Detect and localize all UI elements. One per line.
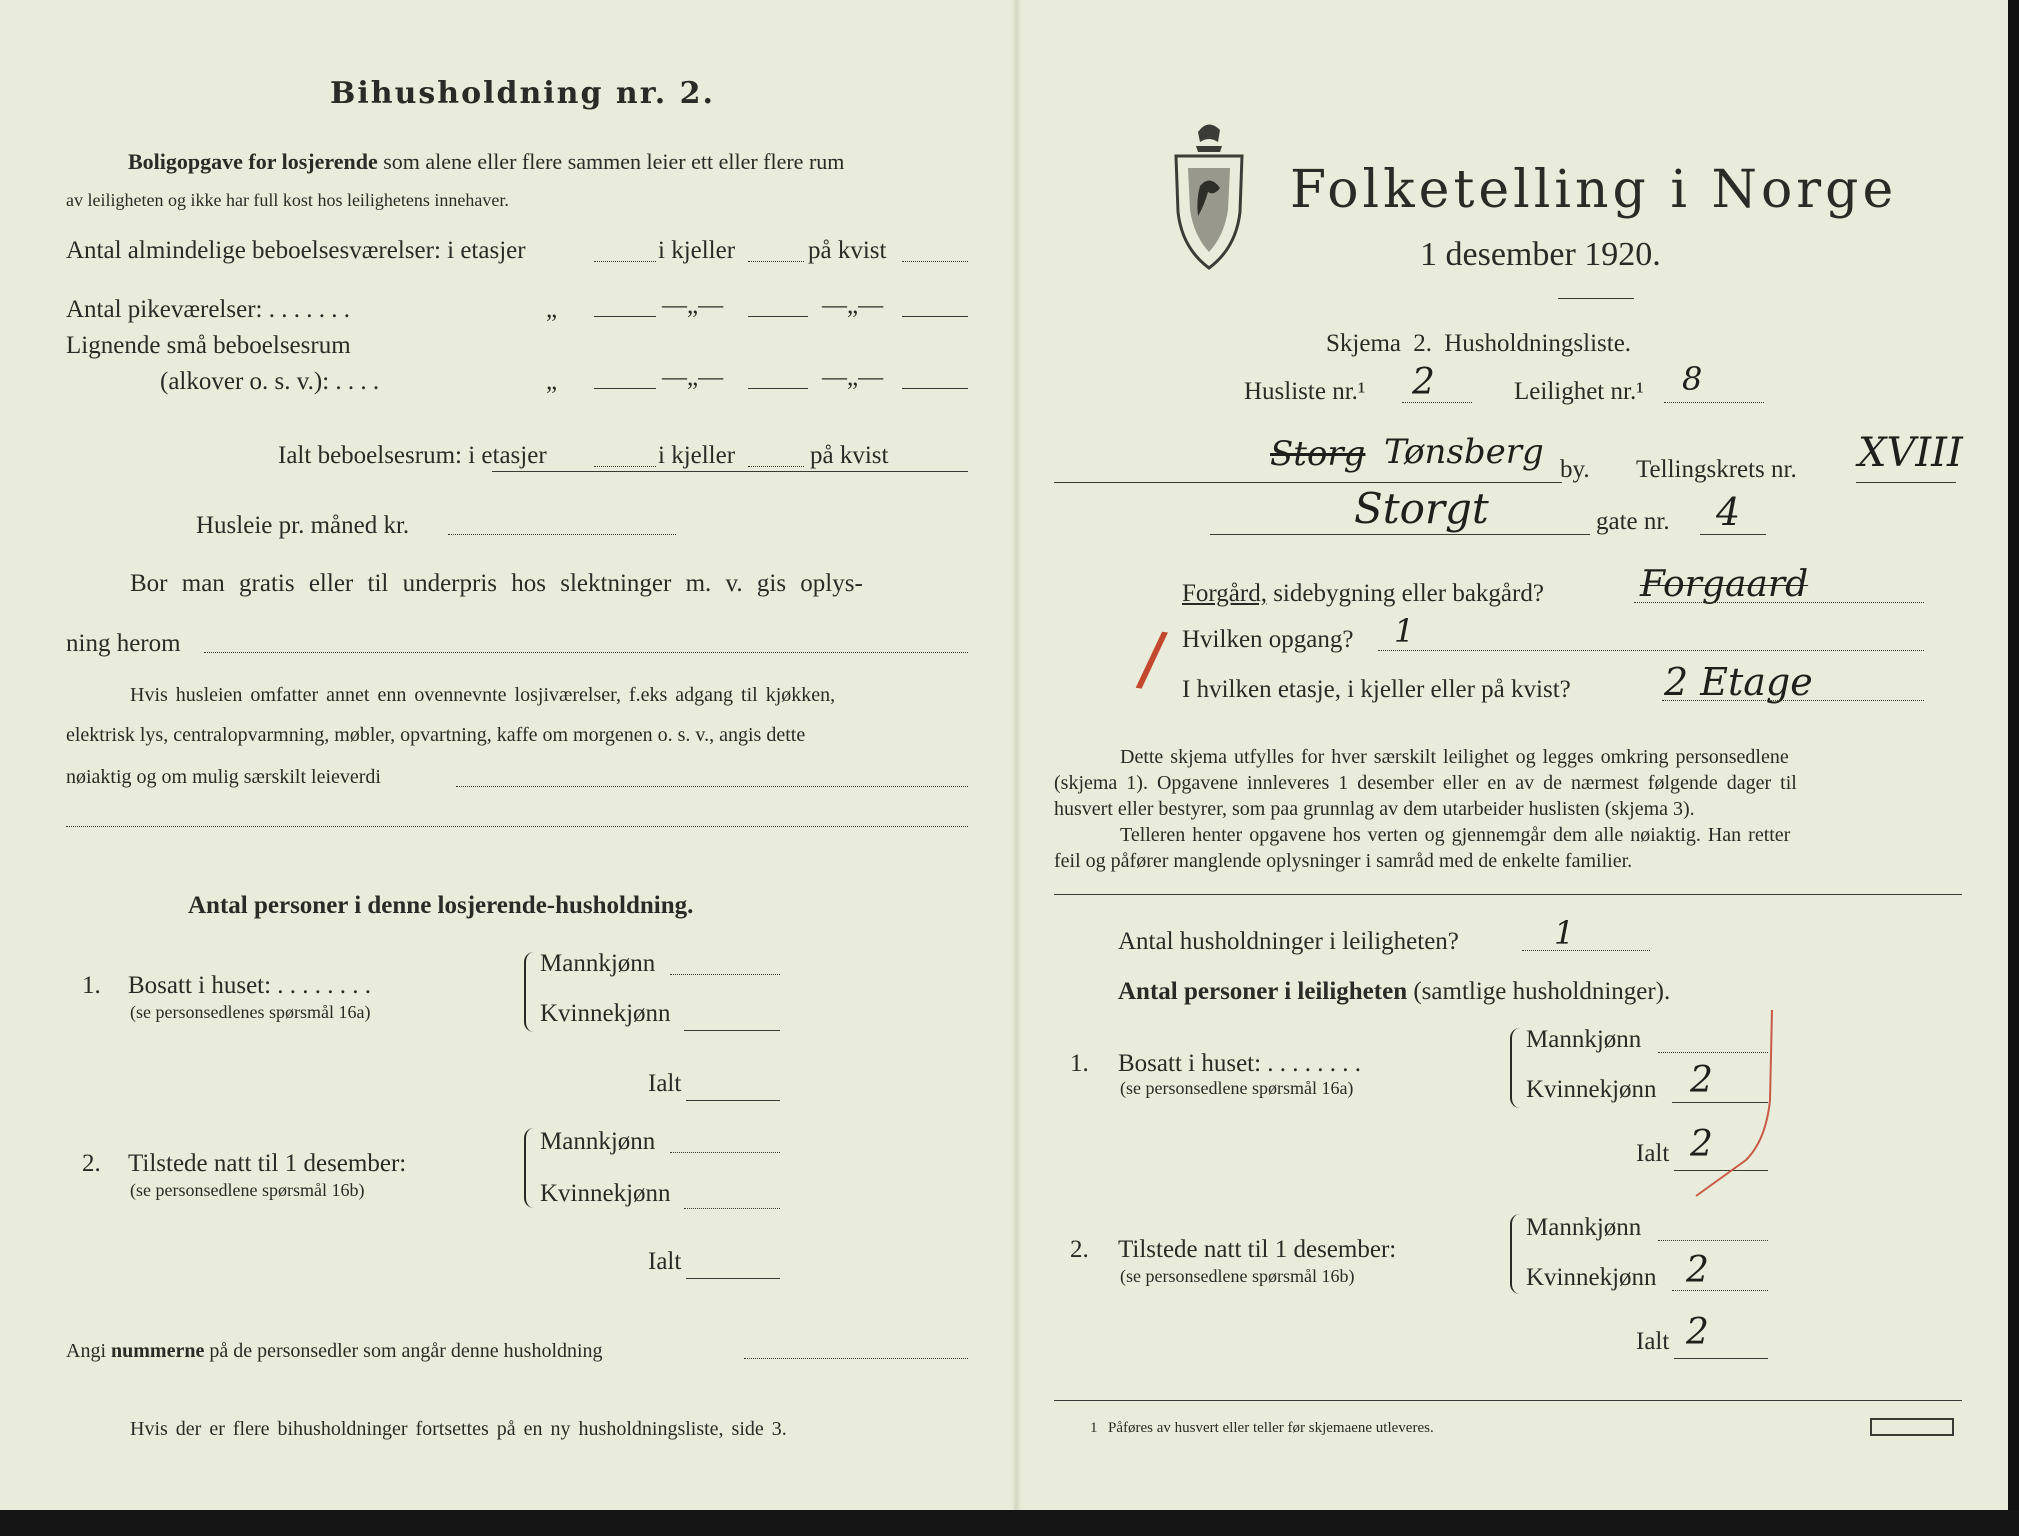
by-struck-value: Storg <box>1270 434 1366 474</box>
scan-edge-right <box>2008 0 2019 1536</box>
ialt-kjeller-label: i kjeller <box>658 442 736 469</box>
ning-herom-label: ning herom <box>66 630 181 657</box>
skjema-label: Skjema 2. Husholdningsliste. <box>1326 330 1632 357</box>
etasje-label: I hvilken etasje, i kjeller eller på kvist? <box>1182 676 1571 703</box>
ialt-rooms-underline <box>492 471 968 472</box>
rooms-kvist-label: på kvist <box>808 237 887 264</box>
opgang-value[interactable]: 1 <box>1394 612 1415 650</box>
left-bosatt-kvinne-label: Kvinnekjønn <box>540 1000 671 1027</box>
lign-dash-ditto-2: —„— <box>822 364 884 391</box>
forgaard-value[interactable]: Forgaard <box>1640 564 1809 605</box>
lignende-label-2: (alkover o. s. v.): . . . . <box>160 368 380 395</box>
rooms-kvist-field[interactable] <box>902 261 968 262</box>
right-bosatt-kvinne-label: Kvinnekjønn <box>1526 1076 1657 1103</box>
red-check-mark <box>1656 1000 1786 1200</box>
ialt-etasjer-field[interactable] <box>594 466 656 467</box>
instructions-line-3: husvert eller bestyrer, som paa grunnlag av dem utarbeider huslisten (skjema 3). <box>1054 798 1695 820</box>
left-tilstede-mann-field[interactable] <box>670 1152 780 1153</box>
antal-hush-value[interactable]: 1 <box>1554 914 1575 952</box>
forgaard-label <box>1182 580 1544 608</box>
leilighet-label: Leilighet nr.¹ <box>1514 378 1644 405</box>
forgaard-label-underlined: Forgård, <box>1182 580 1267 607</box>
lign-kjeller-field[interactable] <box>748 388 808 389</box>
scan-edge-bottom <box>0 1510 2019 1536</box>
right-bosatt-mann-label: Mannkjønn <box>1526 1026 1642 1053</box>
left-bosatt-ialt-field[interactable] <box>686 1100 780 1101</box>
antal-pers-heading <box>1118 978 1670 1006</box>
pike-kjeller-field[interactable] <box>748 316 808 317</box>
intro-rest: som alene eller flere sammen leier ett eller flere rum <box>383 149 845 174</box>
title-rule <box>1558 298 1634 299</box>
printer-stamp <box>1870 1418 1954 1436</box>
left-bosatt-label: Bosatt i huset: . . . . . . . . <box>128 972 372 999</box>
left-bosatt-kvinne-field[interactable] <box>684 1030 780 1031</box>
antal-hush-field <box>1522 950 1650 951</box>
gate-nr-value[interactable]: 4 <box>1716 490 1741 534</box>
angi-line <box>66 1340 603 1363</box>
left-tilstede-mann-label: Mannkjønn <box>540 1128 656 1155</box>
husleie-label: Husleie pr. måned kr. <box>196 512 410 539</box>
left-tilstede-label: Tilstede natt til 1 desember: <box>128 1150 407 1177</box>
by-suffix: by. <box>1560 456 1590 483</box>
right-tilstede-ialt-value[interactable]: 2 <box>1686 1312 1709 1353</box>
left-tilstede-brace <box>524 1128 536 1208</box>
lign-dash-ditto-1: —„— <box>662 364 724 391</box>
lign-ditto: „ <box>546 368 558 395</box>
angi-pre: Angi <box>66 1340 106 1362</box>
lignende-label-1: Lignende små beboelsesrum <box>66 332 351 359</box>
gate-field <box>1210 534 1590 535</box>
instructions-line-5: feil og påfører manglende oplysninger i samråd med de enkelte familier. <box>1054 850 1633 872</box>
right-tilstede-kvinne-value[interactable]: 2 <box>1686 1250 1709 1291</box>
husleie-field[interactable] <box>448 534 676 535</box>
right-bosatt-label: Bosatt i huset: . . . . . . . . <box>1118 1050 1362 1077</box>
margin-check-mark: / <box>1134 614 1170 702</box>
rooms-etasjer-field[interactable] <box>594 261 656 262</box>
tellingskrets-value[interactable]: XVIII <box>1858 430 1963 476</box>
footnote-text: Påføres av husvert eller teller før skjemaene utleveres. <box>1108 1420 1434 1436</box>
ialt-rooms-label: Ialt beboelsesrum: i etasjer <box>278 442 547 469</box>
left-bosatt-ref: (se personsedlenes spørsmål 16a) <box>130 1002 371 1022</box>
husliste-label: Husliste nr.¹ <box>1244 378 1366 405</box>
right-tilstede-mann-label: Mannkjønn <box>1526 1214 1642 1241</box>
right-tilstede-ref: (se personsedlene spørsmål 16b) <box>1120 1266 1355 1286</box>
opgang-label: Hvilken opgang? <box>1182 626 1354 653</box>
form-main-title: Folketelling i Norge <box>1290 160 1898 220</box>
antal-hush-label: Antal husholdninger i leiligheten? <box>1118 928 1459 955</box>
right-bosatt-brace <box>1510 1028 1522 1108</box>
rooms-kjeller-field[interactable] <box>748 261 804 262</box>
antal-personer-heading: Antal personer i denne losjerende-husholdning. <box>188 892 694 919</box>
ning-herom-field[interactable] <box>204 652 968 653</box>
left-bosatt-brace <box>524 952 536 1032</box>
bor-man-text: Bor man gratis eller til underpris hos slektninger m. v. gis oplys- <box>130 570 863 597</box>
leieverdi-field[interactable] <box>456 786 968 787</box>
left-tilstede-ref: (se personsedlene spørsmål 16b) <box>130 1180 365 1200</box>
right-bosatt-ialt-value[interactable]: 2 <box>1690 1124 1713 1165</box>
husliste-value[interactable]: 2 <box>1412 362 1435 403</box>
angi-post: på de personsedler som angår denne husholdning <box>209 1340 603 1362</box>
right-tilstede-mann-field[interactable] <box>1658 1240 1768 1241</box>
left-tilstede-kvinne-label: Kvinnekjønn <box>540 1180 671 1207</box>
left-bosatt-mann-label: Mannkjønn <box>540 950 656 977</box>
intro-line-2: av leiligheten og ikke har full kost hos leilighetens innehaver. <box>66 190 509 210</box>
left-footer: Hvis der er flere bihusholdninger fortsettes på en ny husholdningsliste, side 3. <box>130 1418 787 1440</box>
right-bosatt-ref: (se personsedlene spørsmål 16a) <box>1120 1078 1354 1098</box>
forgaard-label-rest: sidebygning eller bakgård? <box>1273 580 1544 607</box>
right-bosatt-ialt-label: Ialt <box>1636 1140 1670 1167</box>
tellingskrets-label: Tellingskrets nr. <box>1636 456 1797 483</box>
pike-etasjer-field[interactable] <box>594 316 656 317</box>
angi-bold: nummerne <box>111 1340 205 1362</box>
leilighet-value[interactable]: 8 <box>1682 360 1703 398</box>
instructions-line-1: Dette skjema utfylles for hver særskilt leilighet og legges omkring personsedlene <box>1120 746 1789 768</box>
right-tilstede-kvinne-label: Kvinnekjønn <box>1526 1264 1657 1291</box>
by-field <box>1054 482 1562 483</box>
page-fold <box>1012 0 1022 1510</box>
forgaard-field <box>1634 602 1924 603</box>
rooms-kjeller-label: i kjeller <box>658 237 736 264</box>
etasje-value[interactable]: 2 Etage <box>1664 660 1813 704</box>
instructions-rule <box>1054 894 1962 895</box>
ialt-kvist-label: på kvist <box>810 442 889 469</box>
hvis-husleien-1: Hvis husleien omfatter annet enn ovennevnte losjiværelser, f.eks adgang til kjøkken, <box>130 684 836 706</box>
pikevaerelser-label: Antal pikeværelser: . . . . . . . <box>66 296 350 323</box>
pike-kvist-field[interactable] <box>902 316 968 317</box>
left-bosatt-ialt-label: Ialt <box>648 1070 682 1097</box>
ialt-kjeller-field[interactable] <box>748 466 804 467</box>
coat-of-arms-emblem <box>1168 112 1250 272</box>
pike-dash-ditto-1: —„— <box>662 292 724 319</box>
antal-pers-rest: (samtlige husholdninger). <box>1413 978 1671 1005</box>
instructions-line-2: (skjema 1). Opgavene innleveres 1 desember eller en av de nærmest følgende dager til <box>1054 772 1797 794</box>
tellingskrets-field <box>1856 482 1956 483</box>
right-tilstede-ialt-label: Ialt <box>1636 1328 1670 1355</box>
form-date: 1 desember 1920. <box>1420 236 1661 273</box>
etasje-field <box>1662 700 1924 701</box>
hvis-husleien-3: nøiaktig og om mulig særskilt leieverdi <box>66 766 381 788</box>
left-page-title: Bihusholdning nr. 2. <box>330 76 715 111</box>
intro-bold: Boligopgave for losjerende <box>128 149 378 174</box>
lign-etasjer-field[interactable] <box>594 388 656 389</box>
pike-dash-ditto-2: —„— <box>822 292 884 319</box>
intro-line-1 <box>128 149 844 175</box>
gate-nr-field <box>1700 534 1766 535</box>
left-tilstede-kvinne-field[interactable] <box>684 1208 780 1209</box>
right-tilstede-num: 2. <box>1070 1236 1089 1263</box>
footnote-mark: 1 <box>1090 1420 1098 1436</box>
antal-pers-bold: Antal personer i leiligheten <box>1118 978 1408 1005</box>
left-tilstede-ialt-label: Ialt <box>648 1248 682 1275</box>
left-tilstede-ialt-field[interactable] <box>686 1278 780 1279</box>
leieverdi-field-2[interactable] <box>66 826 968 827</box>
right-bosatt-kvinne-value[interactable]: 2 <box>1690 1060 1713 1101</box>
left-bosatt-num: 1. <box>82 972 101 999</box>
opgang-field <box>1378 650 1924 651</box>
instructions-line-4: Telleren henter opgavene hos verten og gjennemgår dem alle nøiaktig. Han retter <box>1120 824 1791 846</box>
right-tilstede-ialt-field <box>1674 1358 1768 1359</box>
leilighet-field <box>1664 402 1764 403</box>
antal-rooms-label: Antal almindelige beboelsesværelser: i etasjer <box>66 237 526 264</box>
right-tilstede-brace <box>1510 1214 1522 1294</box>
right-tilstede-label: Tilstede natt til 1 desember: <box>1118 1236 1397 1263</box>
hvis-husleien-2: elektrisk lys, centralopvarmning, møbler, opvartning, kaffe om morgenen o. s. v., angis dette <box>66 724 806 746</box>
right-bosatt-num: 1. <box>1070 1050 1089 1077</box>
left-tilstede-num: 2. <box>82 1150 101 1177</box>
angi-field[interactable] <box>744 1358 968 1359</box>
by-value[interactable]: Tønsberg <box>1384 432 1544 472</box>
gate-label: gate nr. <box>1596 508 1670 535</box>
husliste-field <box>1402 402 1472 403</box>
footnote-rule <box>1054 1400 1962 1401</box>
left-bosatt-mann-field[interactable] <box>670 974 780 975</box>
lign-kvist-field[interactable] <box>902 388 968 389</box>
right-tilstede-kvinne-field <box>1672 1290 1768 1291</box>
gate-value[interactable]: Storgt <box>1354 484 1489 533</box>
pike-ditto: „ <box>546 296 558 323</box>
